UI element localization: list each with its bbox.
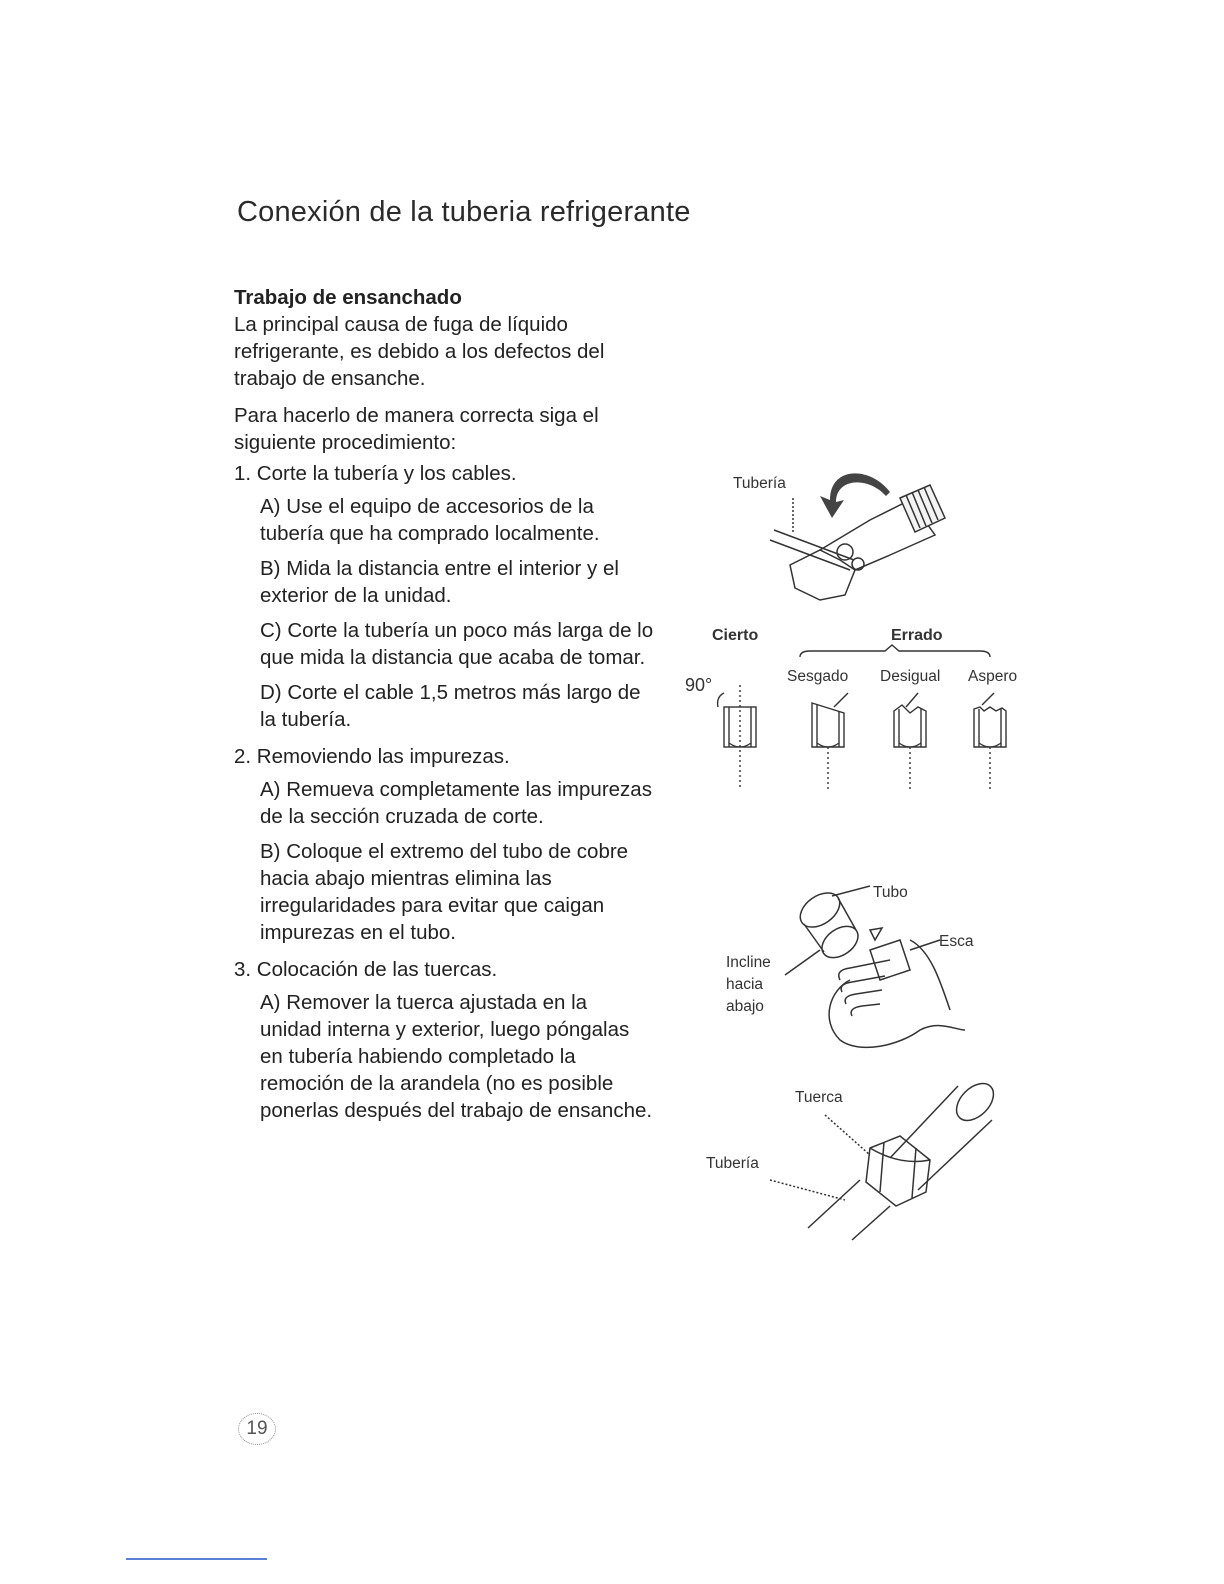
cut-type-label: Aspero xyxy=(968,668,1018,685)
tilt-label-line: Incline xyxy=(726,954,771,971)
intro-paragraph: La principal causa de fuga de líquido refrigerante, es debido a los defectos del trabajo de ensanche. xyxy=(234,313,605,390)
step-substep: A) Remover la tuerca ajustada en la unidad interna y exterior, luego póngalas en tubería habiendo completado la remoción de la arandela (no es posible ponerlas después del trabajo de ensanche. xyxy=(260,991,653,1122)
step-substep: A) Remueva completamente las impurezas de la sección cruzada de corte. xyxy=(260,778,652,828)
cutter-pipe-label: Tubería xyxy=(733,475,786,492)
page-number: 19 xyxy=(238,1413,276,1445)
tilt-label-line: hacia xyxy=(726,976,764,993)
page-title: Conexión de la tuberia refrigerante xyxy=(237,196,691,228)
nut-pipe-label: Tubería xyxy=(706,1155,759,1172)
cut-type-label: Sesgado xyxy=(787,668,849,685)
step-title: 2. Removiendo las impurezas. xyxy=(234,745,510,768)
section-heading: Trabajo de ensanchado xyxy=(234,286,462,309)
tube-label: Tubo xyxy=(873,884,908,901)
step-2 xyxy=(234,743,654,946)
step-3 xyxy=(234,956,654,1124)
step-substep: A) Use el equipo de accesorios de la tubería que ha comprado localmente. xyxy=(260,495,600,545)
pipe-cutter-illustration xyxy=(760,460,960,620)
text-column xyxy=(234,284,654,1134)
reamer-label: Esca xyxy=(939,933,974,950)
tilt-label-line: abajo xyxy=(726,998,764,1015)
nut-label: Tuerca xyxy=(795,1089,843,1106)
procedure-intro: Para hacerlo de manera correcta siga el siguiente procedimiento: xyxy=(234,404,599,454)
deburring-hand-illustration xyxy=(780,880,980,1060)
angle-label: 90° xyxy=(685,675,713,695)
tilt-label xyxy=(726,952,771,1018)
footer-rule xyxy=(126,1558,267,1560)
step-title: 3. Colocación de las tuercas. xyxy=(234,958,498,981)
wrong-cut-label: Errado xyxy=(891,627,943,644)
step-substep: C) Corte la tubería un poco más larga de lo que mida la distancia que acaba de tomar. xyxy=(260,619,654,669)
nut-on-pipe-illustration xyxy=(740,1080,1000,1240)
step-substep: D) Corte el cable 1,5 metros más largo de la tubería. xyxy=(260,681,641,731)
cut-type-label: Desigual xyxy=(880,668,941,685)
correct-cut-label: Cierto xyxy=(712,627,759,644)
cut-quality-illustration xyxy=(700,645,1020,795)
step-1 xyxy=(234,460,654,733)
step-substep: B) Coloque el extremo del tubo de cobre hacia abajo mientras elimina las irregularidades para evitar que caigan impurezas en el tubo. xyxy=(260,840,629,944)
step-substep: B) Mida la distancia entre el interior y el exterior de la unidad. xyxy=(260,557,619,607)
step-title: 1. Corte la tubería y los cables. xyxy=(234,462,517,485)
